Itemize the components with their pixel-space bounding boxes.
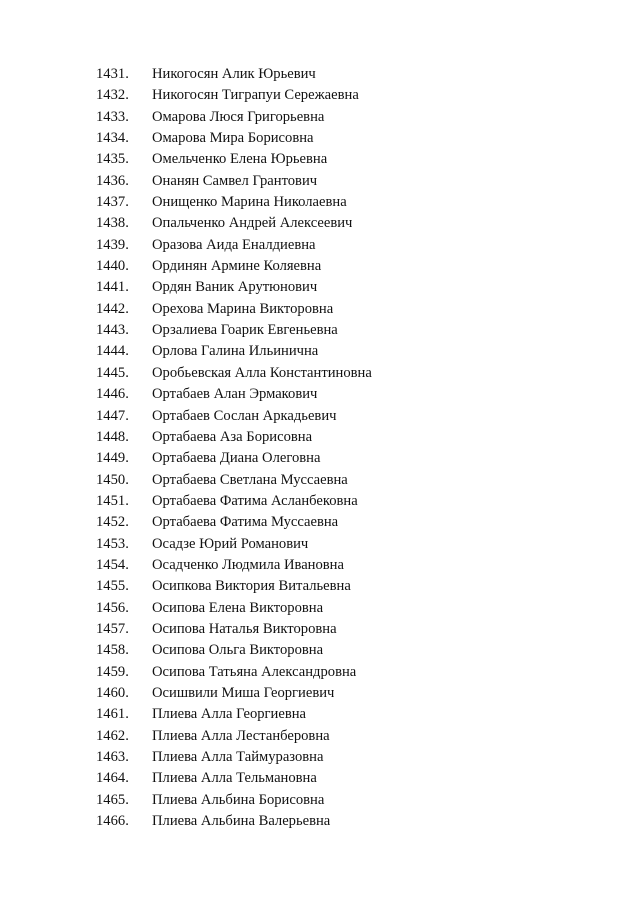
entry-number: 1454. [96, 556, 129, 573]
entry-number: 1460. [96, 684, 129, 701]
entry-number: 1435. [96, 151, 129, 168]
entry-number: 1459. [96, 663, 129, 680]
entry-number: 1449. [96, 450, 129, 467]
entry-number: 1453. [96, 535, 129, 552]
list-item [96, 256, 576, 277]
entry-number: 1438. [96, 215, 129, 232]
entry-name: Опальченко Андрей Алексеевич [152, 215, 353, 232]
entry-name: Омельченко Елена Юрьевна [152, 151, 328, 168]
entry-name: Никогосян Алик Юрьевич [152, 66, 316, 82]
entry-name: Ордян Ваник Арутюнович [152, 279, 318, 296]
entry-name: Плиева Альбина Валерьевна [152, 813, 331, 830]
entry-number: 1432. [96, 87, 129, 104]
entry-number: 1445. [96, 364, 129, 381]
name-list [96, 64, 576, 832]
entry-number: 1433. [96, 108, 129, 125]
entry-number: 1452. [96, 514, 129, 531]
entry-name: Плиева Алла Георгиевна [152, 706, 307, 723]
entry-name: Ортабаева Светлана Муссаевна [152, 471, 348, 488]
entry-name: Онищенко Марина Николаевна [152, 194, 347, 211]
entry-name: Орлова Галина Ильинична [152, 343, 319, 360]
entry-number: 1434. [96, 130, 129, 147]
list-item [96, 320, 576, 341]
entry-name: Онанян Самвел Грантович [152, 172, 318, 189]
list-item [96, 277, 576, 298]
entry-name: Осишвили Миша Георгиевич [152, 684, 335, 701]
list-item [96, 470, 576, 491]
list-item [96, 213, 576, 234]
entry-name: Осипова Наталья Викторовна [152, 620, 337, 637]
list-item [96, 683, 576, 704]
list-item [96, 299, 576, 320]
entry-number: 1444. [96, 343, 129, 360]
list-item [96, 427, 576, 448]
list-item [96, 85, 576, 106]
entry-number: 1461. [96, 706, 129, 723]
list-item [96, 384, 576, 405]
list-item [96, 149, 576, 170]
entry-name: Осадченко Людмила Ивановна [152, 556, 344, 573]
entry-number: 1446. [96, 386, 129, 403]
entry-number: 1436. [96, 172, 129, 189]
list-item [96, 619, 576, 640]
list-item [96, 491, 576, 512]
entry-name: Никогосян Тиграпуи Сережаевна [152, 87, 359, 104]
list-item [96, 171, 576, 192]
entry-name: Орзалиева Гоарик Евгеньевна [152, 322, 338, 339]
list-item [96, 726, 576, 747]
entry-number: 1462. [96, 727, 129, 744]
list-item [96, 534, 576, 555]
entry-number: 1448. [96, 428, 129, 445]
entry-name: Оразова Аида Еналдиевна [152, 236, 316, 253]
entry-number: 1466. [96, 813, 129, 830]
list-item [96, 341, 576, 362]
entry-number: 1451. [96, 492, 129, 509]
entry-name: Ортабаев Алан Эрмакович [152, 386, 318, 403]
entry-number: 1455. [96, 578, 129, 595]
list-item [96, 448, 576, 469]
entry-number: 1457. [96, 620, 129, 637]
entry-name: Осадзе Юрий Романович [152, 535, 309, 552]
list-item [96, 662, 576, 683]
list-item [96, 747, 576, 768]
entry-name: Ортабаева Диана Олеговна [152, 450, 321, 467]
entry-number: 1439. [96, 236, 129, 253]
entry-number: 1456. [96, 599, 129, 616]
entry-number: 1443. [96, 322, 129, 339]
list-item [96, 64, 576, 85]
list-item [96, 811, 576, 832]
entry-name: Омарова Люся Григорьевна [152, 108, 325, 125]
entry-number: 1458. [96, 642, 129, 659]
entry-name: Осипова Ольга Викторовна [152, 642, 324, 659]
list-item [96, 363, 576, 384]
entry-number: 1441. [96, 279, 129, 296]
entry-number: 1437. [96, 194, 129, 211]
entry-name: Плиева Алла Лестанберовна [152, 727, 330, 744]
list-item [96, 598, 576, 619]
list-item [96, 128, 576, 149]
entry-number: 1464. [96, 770, 129, 787]
entry-name: Ортабаева Аза Борисовна [152, 428, 313, 445]
entry-name: Осипкова Виктория Витальевна [152, 578, 351, 595]
entry-name: Осипова Елена Викторовна [152, 599, 324, 616]
list-item [96, 576, 576, 597]
entry-name: Ортабаева Фатима Асланбековна [152, 492, 358, 509]
list-item [96, 235, 576, 256]
list-item [96, 704, 576, 725]
entry-number: 1431. [96, 66, 129, 82]
list-item [96, 107, 576, 128]
entry-number: 1465. [96, 791, 129, 808]
entry-name: Плиева Альбина Борисовна [152, 791, 325, 808]
list-item [96, 640, 576, 661]
entry-name: Ортабаева Фатима Муссаевна [152, 514, 339, 531]
entry-name: Осипова Татьяна Александровна [152, 663, 357, 680]
entry-name: Оробьевская Алла Константиновна [152, 364, 372, 381]
list-item [96, 768, 576, 789]
entry-name: Ординян Армине Коляевна [152, 258, 322, 275]
entry-name: Орехова Марина Викторовна [152, 300, 334, 317]
entry-number: 1447. [96, 407, 129, 424]
entry-number: 1442. [96, 300, 129, 317]
list-item [96, 192, 576, 213]
entry-name: Плиева Алла Таймуразовна [152, 749, 324, 765]
entry-name: Плиева Алла Тельмановна [152, 770, 317, 787]
list-item [96, 790, 576, 811]
entry-name: Ортабаев Сослан Аркадьевич [152, 407, 337, 424]
entry-number: 1463. [96, 749, 129, 765]
entry-number: 1440. [96, 258, 129, 275]
list-item [96, 512, 576, 533]
entry-name: Омарова Мира Борисовна [152, 130, 314, 147]
list-item [96, 406, 576, 427]
list-item [96, 555, 576, 576]
entry-number: 1450. [96, 471, 129, 488]
